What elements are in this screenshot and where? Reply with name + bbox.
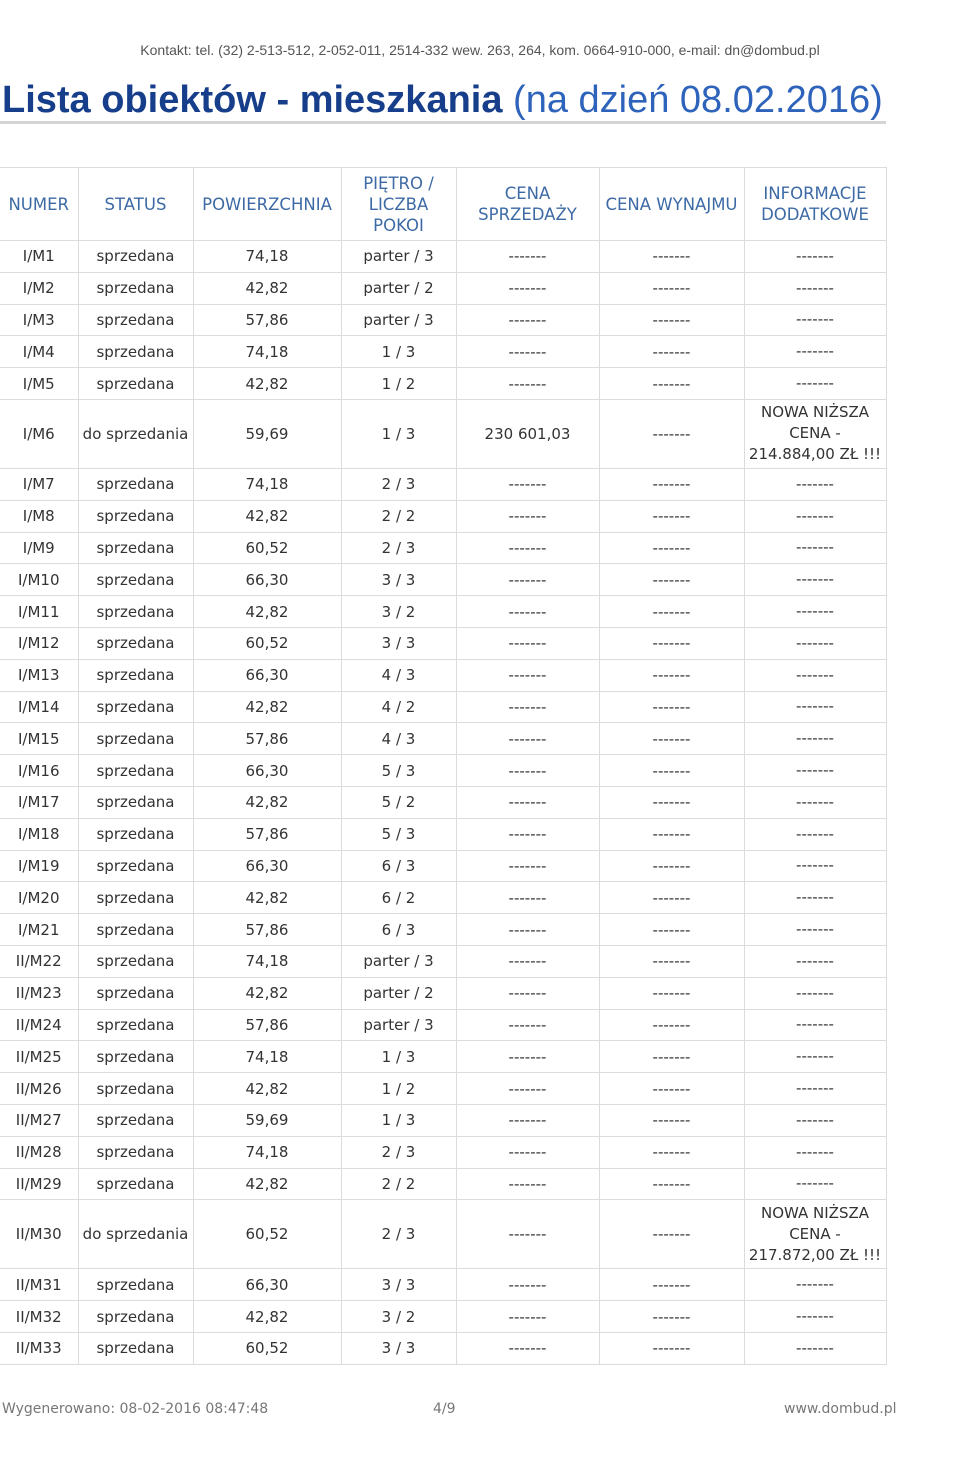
column-header-area: POWIERZCHNIA <box>193 168 341 241</box>
cell-additional-info: ------- <box>744 532 886 564</box>
cell-area: 59,69 <box>193 399 341 468</box>
table-row <box>0 500 886 532</box>
cell-sale-price: ------- <box>456 691 599 723</box>
column-header-floor-rooms: PIĘTRO / LICZBA POKOI <box>341 168 456 241</box>
cell-sale-price: ------- <box>456 1104 599 1136</box>
cell-number: II/M30 <box>0 1200 78 1269</box>
cell-floor-rooms: 4 / 3 <box>341 723 456 755</box>
cell-sale-price: ------- <box>456 818 599 850</box>
cell-status: sprzedana <box>78 1168 193 1200</box>
cell-additional-info: ------- <box>744 627 886 659</box>
cell-rent-price: ------- <box>599 468 744 500</box>
cell-additional-info: ------- <box>744 241 886 273</box>
cell-area: 59,69 <box>193 1104 341 1136</box>
cell-floor-rooms: 1 / 3 <box>341 336 456 368</box>
cell-status: sprzedana <box>78 1104 193 1136</box>
column-header-rent-price: CENA WYNAJMU <box>599 168 744 241</box>
cell-floor-rooms: 3 / 3 <box>341 1332 456 1364</box>
cell-sale-price: ------- <box>456 1200 599 1269</box>
cell-area: 42,82 <box>193 786 341 818</box>
cell-additional-info: ------- <box>744 1332 886 1364</box>
cell-area: 42,82 <box>193 1301 341 1333</box>
cell-rent-price: ------- <box>599 914 744 946</box>
cell-number: I/M14 <box>0 691 78 723</box>
cell-floor-rooms: 6 / 3 <box>341 914 456 946</box>
cell-status: sprzedana <box>78 500 193 532</box>
title-divider <box>0 121 886 124</box>
cell-sale-price: ------- <box>456 977 599 1009</box>
table-row <box>0 336 886 368</box>
generated-timestamp: Wygenerowano: 08-02-2016 08:47:48 <box>2 1401 269 1417</box>
cell-rent-price: ------- <box>599 304 744 336</box>
website-link[interactable]: www.dombud.pl <box>784 1401 897 1417</box>
table-row <box>0 627 886 659</box>
cell-number: I/M11 <box>0 596 78 628</box>
cell-status: sprzedana <box>78 1041 193 1073</box>
cell-floor-rooms: 3 / 3 <box>341 1269 456 1301</box>
table-row <box>0 399 886 468</box>
cell-sale-price: ------- <box>456 1136 599 1168</box>
cell-rent-price: ------- <box>599 977 744 1009</box>
cell-area: 42,82 <box>193 500 341 532</box>
cell-number: I/M9 <box>0 532 78 564</box>
table-row <box>0 272 886 304</box>
cell-sale-price: 230 601,03 <box>456 399 599 468</box>
cell-rent-price: ------- <box>599 1009 744 1041</box>
cell-rent-price: ------- <box>599 818 744 850</box>
cell-floor-rooms: 4 / 3 <box>341 659 456 691</box>
cell-status: sprzedana <box>78 914 193 946</box>
cell-status: sprzedana <box>78 368 193 400</box>
cell-rent-price: ------- <box>599 336 744 368</box>
cell-additional-info: ------- <box>744 1104 886 1136</box>
cell-status: sprzedana <box>78 564 193 596</box>
cell-rent-price: ------- <box>599 368 744 400</box>
cell-floor-rooms: 4 / 2 <box>341 691 456 723</box>
cell-rent-price: ------- <box>599 1200 744 1269</box>
table-row <box>0 786 886 818</box>
table-row <box>0 945 886 977</box>
table-row <box>0 1332 886 1364</box>
table-row <box>0 659 886 691</box>
cell-rent-price: ------- <box>599 399 744 468</box>
cell-additional-info: ------- <box>744 1073 886 1105</box>
cell-status: sprzedana <box>78 882 193 914</box>
table-row <box>0 1168 886 1200</box>
cell-additional-info: ------- <box>744 368 886 400</box>
table-row <box>0 304 886 336</box>
cell-additional-info: ------- <box>744 914 886 946</box>
table-row <box>0 882 886 914</box>
cell-status: sprzedana <box>78 691 193 723</box>
cell-sale-price: ------- <box>456 596 599 628</box>
cell-status: sprzedana <box>78 1269 193 1301</box>
cell-status: sprzedana <box>78 977 193 1009</box>
table-row <box>0 596 886 628</box>
cell-area: 57,86 <box>193 914 341 946</box>
cell-number: I/M10 <box>0 564 78 596</box>
table-row <box>0 755 886 787</box>
cell-area: 66,30 <box>193 755 341 787</box>
cell-rent-price: ------- <box>599 1104 744 1136</box>
cell-rent-price: ------- <box>599 1136 744 1168</box>
cell-floor-rooms: parter / 3 <box>341 241 456 273</box>
cell-additional-info: ------- <box>744 850 886 882</box>
table-row <box>0 914 886 946</box>
cell-status: do sprzedania <box>78 1200 193 1269</box>
cell-area: 74,18 <box>193 468 341 500</box>
cell-status: sprzedana <box>78 468 193 500</box>
cell-number: I/M13 <box>0 659 78 691</box>
cell-additional-info: ------- <box>744 564 886 596</box>
cell-floor-rooms: 5 / 3 <box>341 818 456 850</box>
cell-status: do sprzedania <box>78 399 193 468</box>
cell-floor-rooms: 1 / 2 <box>341 1073 456 1105</box>
contact-line: Kontakt: tel. (32) 2-513-512, 2-052-011, 2514-332 wew. 263, 264, kom. 0664-910-000, e-mail: dn@dombud.pl <box>140 42 820 58</box>
cell-additional-info: ------- <box>744 1269 886 1301</box>
cell-floor-rooms: 5 / 2 <box>341 786 456 818</box>
cell-sale-price: ------- <box>456 1301 599 1333</box>
cell-number: I/M21 <box>0 914 78 946</box>
cell-number: I/M4 <box>0 336 78 368</box>
cell-number: I/M17 <box>0 786 78 818</box>
cell-sale-price: ------- <box>456 1168 599 1200</box>
cell-floor-rooms: 1 / 2 <box>341 368 456 400</box>
table-row <box>0 564 886 596</box>
cell-additional-info: ------- <box>744 945 886 977</box>
cell-number: II/M24 <box>0 1009 78 1041</box>
cell-status: sprzedana <box>78 723 193 755</box>
column-header-number: NUMER <box>0 168 78 241</box>
table-row <box>0 468 886 500</box>
table-row <box>0 1200 886 1269</box>
table-row <box>0 850 886 882</box>
cell-sale-price: ------- <box>456 627 599 659</box>
cell-number: I/M6 <box>0 399 78 468</box>
table-row <box>0 691 886 723</box>
cell-status: sprzedana <box>78 1332 193 1364</box>
cell-additional-info: ------- <box>744 1168 886 1200</box>
cell-number: II/M32 <box>0 1301 78 1333</box>
cell-area: 57,86 <box>193 723 341 755</box>
cell-area: 74,18 <box>193 241 341 273</box>
page-number: 4/9 <box>433 1401 456 1417</box>
cell-status: sprzedana <box>78 304 193 336</box>
cell-additional-info: ------- <box>744 596 886 628</box>
cell-floor-rooms: 6 / 3 <box>341 850 456 882</box>
cell-area: 42,82 <box>193 272 341 304</box>
table-row <box>0 1269 886 1301</box>
cell-number: I/M7 <box>0 468 78 500</box>
cell-status: sprzedana <box>78 272 193 304</box>
cell-floor-rooms: parter / 2 <box>341 977 456 1009</box>
column-header-additional-info: INFORMACJE DODATKOWE <box>744 168 886 241</box>
cell-rent-price: ------- <box>599 532 744 564</box>
cell-status: sprzedana <box>78 241 193 273</box>
cell-floor-rooms: 1 / 3 <box>341 399 456 468</box>
cell-sale-price: ------- <box>456 532 599 564</box>
table-row <box>0 1073 886 1105</box>
cell-sale-price: ------- <box>456 564 599 596</box>
cell-rent-price: ------- <box>599 850 744 882</box>
cell-number: II/M33 <box>0 1332 78 1364</box>
cell-sale-price: ------- <box>456 336 599 368</box>
cell-area: 42,82 <box>193 1073 341 1105</box>
table-row <box>0 532 886 564</box>
cell-number: I/M15 <box>0 723 78 755</box>
cell-number: I/M2 <box>0 272 78 304</box>
cell-additional-info: ------- <box>744 691 886 723</box>
cell-area: 60,52 <box>193 532 341 564</box>
cell-area: 74,18 <box>193 945 341 977</box>
cell-floor-rooms: parter / 3 <box>341 945 456 977</box>
table-row <box>0 818 886 850</box>
cell-area: 60,52 <box>193 627 341 659</box>
cell-status: sprzedana <box>78 818 193 850</box>
cell-area: 57,86 <box>193 818 341 850</box>
table-row <box>0 241 886 273</box>
cell-sale-price: ------- <box>456 272 599 304</box>
cell-rent-price: ------- <box>599 691 744 723</box>
table-row <box>0 1104 886 1136</box>
cell-additional-info: ------- <box>744 723 886 755</box>
cell-additional-info: ------- <box>744 1136 886 1168</box>
table-header-row <box>0 168 886 241</box>
cell-sale-price: ------- <box>456 1009 599 1041</box>
cell-additional-info: ------- <box>744 500 886 532</box>
cell-additional-info: ------- <box>744 272 886 304</box>
cell-status: sprzedana <box>78 627 193 659</box>
cell-area: 60,52 <box>193 1332 341 1364</box>
cell-status: sprzedana <box>78 659 193 691</box>
cell-status: sprzedana <box>78 945 193 977</box>
cell-rent-price: ------- <box>599 596 744 628</box>
cell-floor-rooms: 5 / 3 <box>341 755 456 787</box>
table-row <box>0 1009 886 1041</box>
cell-additional-info: ------- <box>744 1041 886 1073</box>
cell-additional-info: ------- <box>744 755 886 787</box>
table-row <box>0 977 886 1009</box>
cell-area: 42,82 <box>193 977 341 1009</box>
cell-number: I/M12 <box>0 627 78 659</box>
cell-sale-price: ------- <box>456 241 599 273</box>
cell-area: 74,18 <box>193 336 341 368</box>
cell-area: 57,86 <box>193 304 341 336</box>
column-header-status: STATUS <box>78 168 193 241</box>
cell-area: 57,86 <box>193 1009 341 1041</box>
table-row <box>0 1301 886 1333</box>
cell-area: 42,82 <box>193 1168 341 1200</box>
cell-rent-price: ------- <box>599 1332 744 1364</box>
cell-number: II/M25 <box>0 1041 78 1073</box>
cell-sale-price: ------- <box>456 659 599 691</box>
cell-rent-price: ------- <box>599 564 744 596</box>
cell-sale-price: ------- <box>456 755 599 787</box>
cell-number: I/M5 <box>0 368 78 400</box>
cell-area: 74,18 <box>193 1041 341 1073</box>
cell-number: I/M1 <box>0 241 78 273</box>
table-row <box>0 368 886 400</box>
cell-area: 42,82 <box>193 691 341 723</box>
cell-area: 42,82 <box>193 368 341 400</box>
cell-sale-price: ------- <box>456 786 599 818</box>
cell-floor-rooms: 2 / 3 <box>341 532 456 564</box>
cell-rent-price: ------- <box>599 1168 744 1200</box>
cell-status: sprzedana <box>78 1073 193 1105</box>
cell-floor-rooms: parter / 2 <box>341 272 456 304</box>
cell-additional-info: NOWA NIŻSZA CENA - 214.884,00 ZŁ !!! <box>744 399 886 468</box>
table-row <box>0 723 886 755</box>
cell-floor-rooms: 2 / 3 <box>341 1136 456 1168</box>
cell-rent-price: ------- <box>599 659 744 691</box>
cell-status: sprzedana <box>78 1136 193 1168</box>
cell-floor-rooms: 3 / 2 <box>341 1301 456 1333</box>
page-title-main: Lista obiektów - mieszkania <box>2 79 503 121</box>
cell-additional-info: ------- <box>744 786 886 818</box>
cell-floor-rooms: parter / 3 <box>341 1009 456 1041</box>
cell-additional-info: ------- <box>744 1301 886 1333</box>
cell-rent-price: ------- <box>599 1041 744 1073</box>
cell-status: sprzedana <box>78 755 193 787</box>
cell-sale-price: ------- <box>456 723 599 755</box>
cell-rent-price: ------- <box>599 627 744 659</box>
cell-floor-rooms: 2 / 2 <box>341 500 456 532</box>
cell-sale-price: ------- <box>456 1332 599 1364</box>
cell-sale-price: ------- <box>456 1073 599 1105</box>
cell-rent-price: ------- <box>599 945 744 977</box>
cell-additional-info: ------- <box>744 818 886 850</box>
cell-additional-info: ------- <box>744 468 886 500</box>
cell-additional-info: ------- <box>744 882 886 914</box>
cell-status: sprzedana <box>78 532 193 564</box>
page-title <box>2 76 883 124</box>
cell-sale-price: ------- <box>456 850 599 882</box>
cell-rent-price: ------- <box>599 755 744 787</box>
cell-floor-rooms: 3 / 3 <box>341 627 456 659</box>
cell-status: sprzedana <box>78 336 193 368</box>
cell-number: II/M23 <box>0 977 78 1009</box>
cell-additional-info: ------- <box>744 304 886 336</box>
cell-floor-rooms: 3 / 3 <box>341 564 456 596</box>
cell-number: I/M8 <box>0 500 78 532</box>
cell-number: II/M26 <box>0 1073 78 1105</box>
column-header-sale-price: CENA SPRZEDAŻY <box>456 168 599 241</box>
cell-area: 66,30 <box>193 850 341 882</box>
cell-floor-rooms: 1 / 3 <box>341 1041 456 1073</box>
apartments-table <box>0 167 887 1365</box>
cell-number: II/M29 <box>0 1168 78 1200</box>
cell-rent-price: ------- <box>599 272 744 304</box>
cell-number: I/M3 <box>0 304 78 336</box>
cell-status: sprzedana <box>78 1009 193 1041</box>
cell-number: I/M20 <box>0 882 78 914</box>
cell-number: II/M31 <box>0 1269 78 1301</box>
cell-additional-info: ------- <box>744 336 886 368</box>
cell-status: sprzedana <box>78 786 193 818</box>
page-title-date: (na dzień 08.02.2016) <box>513 79 883 121</box>
cell-rent-price: ------- <box>599 241 744 273</box>
cell-sale-price: ------- <box>456 368 599 400</box>
cell-floor-rooms: parter / 3 <box>341 304 456 336</box>
cell-additional-info: NOWA NIŻSZA CENA - 217.872,00 ZŁ !!! <box>744 1200 886 1269</box>
cell-area: 74,18 <box>193 1136 341 1168</box>
cell-area: 66,30 <box>193 659 341 691</box>
cell-number: II/M28 <box>0 1136 78 1168</box>
cell-floor-rooms: 2 / 2 <box>341 1168 456 1200</box>
cell-additional-info: ------- <box>744 1009 886 1041</box>
cell-number: II/M22 <box>0 945 78 977</box>
table-row <box>0 1041 886 1073</box>
cell-floor-rooms: 6 / 2 <box>341 882 456 914</box>
cell-status: sprzedana <box>78 850 193 882</box>
cell-sale-price: ------- <box>456 468 599 500</box>
cell-sale-price: ------- <box>456 1041 599 1073</box>
cell-rent-price: ------- <box>599 1269 744 1301</box>
table-row <box>0 1136 886 1168</box>
cell-floor-rooms: 2 / 3 <box>341 468 456 500</box>
cell-floor-rooms: 1 / 3 <box>341 1104 456 1136</box>
cell-sale-price: ------- <box>456 500 599 532</box>
cell-area: 66,30 <box>193 1269 341 1301</box>
cell-rent-price: ------- <box>599 1301 744 1333</box>
cell-sale-price: ------- <box>456 1269 599 1301</box>
cell-additional-info: ------- <box>744 659 886 691</box>
cell-rent-price: ------- <box>599 1073 744 1105</box>
table-body <box>0 241 886 1365</box>
cell-status: sprzedana <box>78 596 193 628</box>
cell-area: 60,52 <box>193 1200 341 1269</box>
cell-floor-rooms: 3 / 2 <box>341 596 456 628</box>
cell-status: sprzedana <box>78 1301 193 1333</box>
cell-floor-rooms: 2 / 3 <box>341 1200 456 1269</box>
cell-number: I/M18 <box>0 818 78 850</box>
cell-number: I/M16 <box>0 755 78 787</box>
cell-rent-price: ------- <box>599 786 744 818</box>
cell-rent-price: ------- <box>599 500 744 532</box>
cell-sale-price: ------- <box>456 914 599 946</box>
cell-sale-price: ------- <box>456 882 599 914</box>
cell-additional-info: ------- <box>744 977 886 1009</box>
cell-sale-price: ------- <box>456 304 599 336</box>
cell-area: 42,82 <box>193 882 341 914</box>
cell-area: 66,30 <box>193 564 341 596</box>
cell-rent-price: ------- <box>599 882 744 914</box>
cell-rent-price: ------- <box>599 723 744 755</box>
cell-number: II/M27 <box>0 1104 78 1136</box>
cell-area: 42,82 <box>193 596 341 628</box>
cell-sale-price: ------- <box>456 945 599 977</box>
cell-number: I/M19 <box>0 850 78 882</box>
